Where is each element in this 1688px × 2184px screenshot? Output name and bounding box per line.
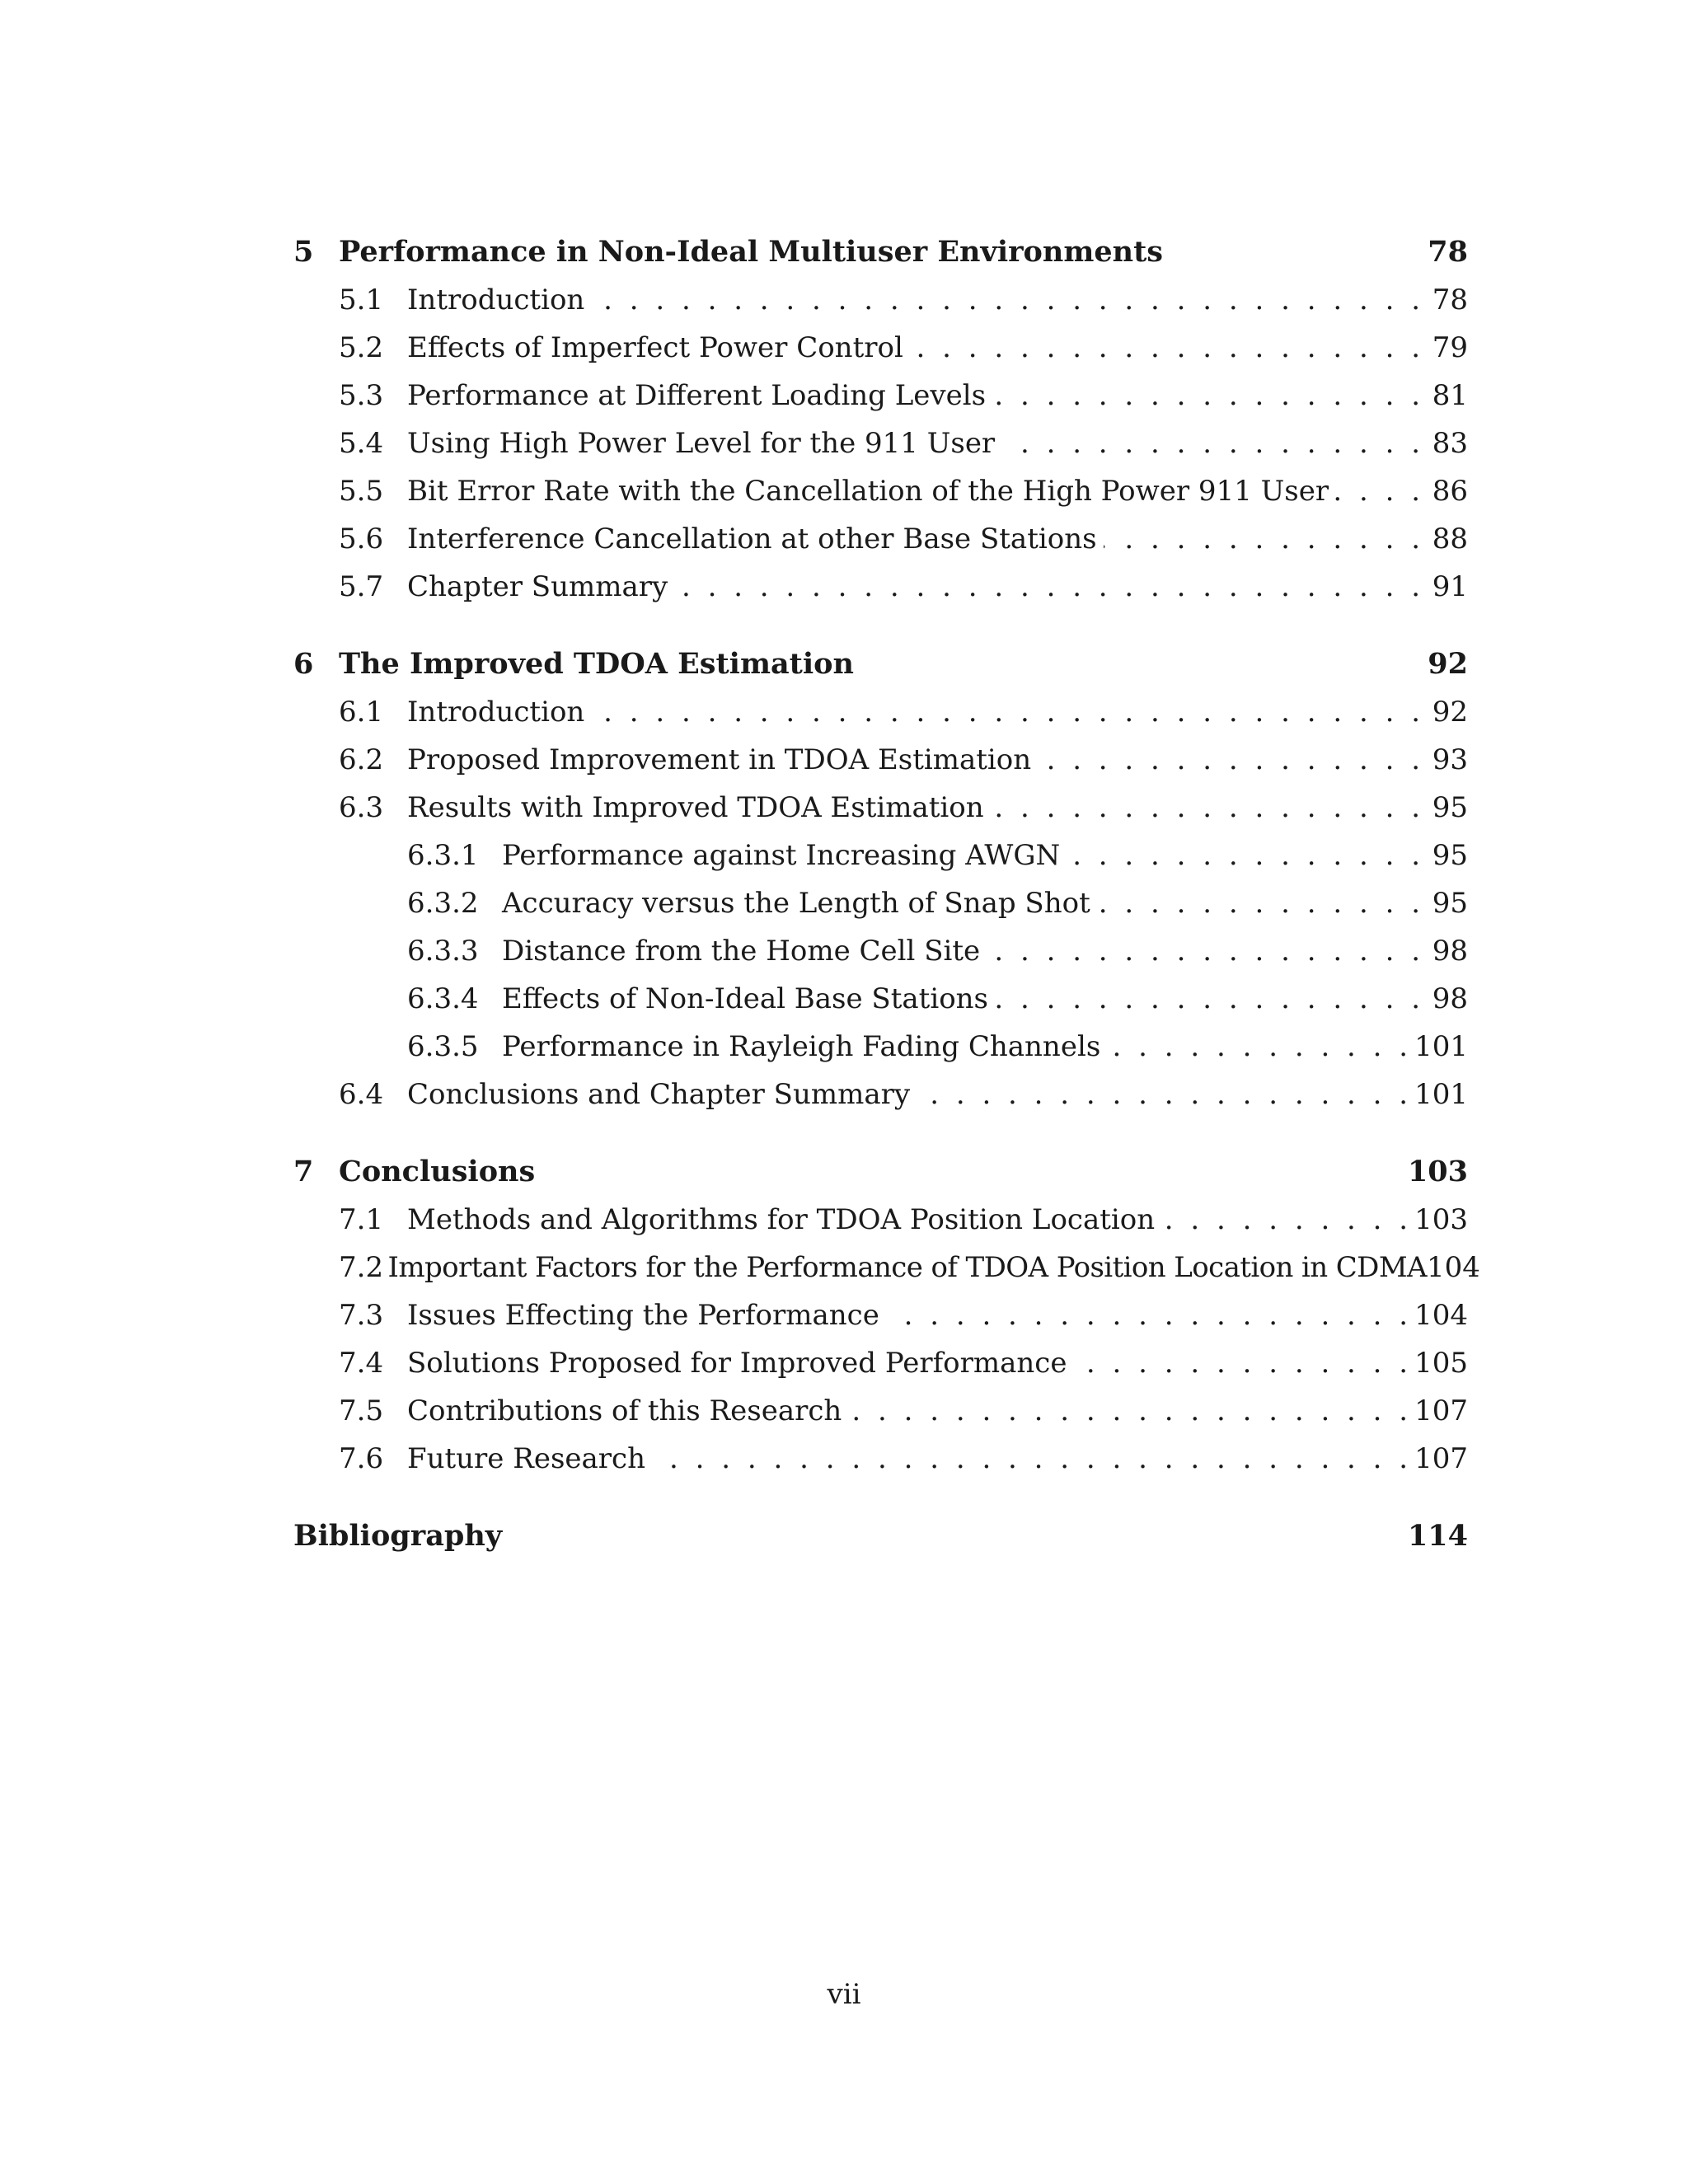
- section-page: 95: [1432, 791, 1468, 824]
- section-title: Proposed Improvement in TDOA Estimation: [407, 743, 1032, 776]
- dot-leader: [848, 1387, 1408, 1435]
- section-number: 5.1: [339, 284, 384, 316]
- section-page: 86: [1432, 475, 1468, 508]
- chapter-number: 7: [293, 1155, 314, 1188]
- chapter-gap: [293, 1118, 1468, 1148]
- chapter-page: 103: [1407, 1155, 1468, 1188]
- subsection-number: 6.3.1: [407, 839, 479, 872]
- dot-leader: [886, 1291, 1408, 1339]
- subsection-title: Accuracy versus the Length of Snap Shot: [502, 887, 1090, 920]
- section-number: 5.2: [339, 331, 384, 364]
- dot-leader: [1073, 1339, 1408, 1387]
- section-number: 7.1: [339, 1203, 384, 1236]
- subsection-page: 95: [1432, 887, 1468, 920]
- chapter-page: 92: [1428, 647, 1468, 681]
- section-title: Methods and Algorithms for TDOA Position Location: [407, 1203, 1156, 1236]
- chapter-title: Performance in Non-Ideal Multiuser Environments: [339, 235, 1163, 269]
- section-page: 105: [1414, 1347, 1468, 1380]
- section-number: 5.3: [339, 379, 384, 412]
- toc-entry[interactable]: [293, 1435, 1468, 1483]
- subsection-number: 6.3.5: [407, 1030, 479, 1063]
- section-title: Performance at Different Loading Levels: [407, 379, 987, 412]
- subsection-number: 6.3.3: [407, 935, 479, 968]
- dot-leader: [1104, 515, 1420, 563]
- section-page: 107: [1414, 1394, 1468, 1427]
- dot-leader: [1001, 419, 1420, 467]
- bibliography-title: Bibliography: [293, 1519, 503, 1553]
- section-title: Introduction: [407, 696, 585, 729]
- toc-entry[interactable]: [293, 276, 1468, 324]
- section-number: 7.3: [339, 1299, 384, 1332]
- section-title: Conclusions and Chapter Summary: [407, 1078, 911, 1111]
- chapter-title: Conclusions: [339, 1155, 536, 1188]
- section-title: Effects of Imperfect Power Control: [407, 331, 903, 364]
- dot-leader: [995, 975, 1420, 1023]
- chapter-heading[interactable]: [293, 1148, 1468, 1196]
- dot-leader: [987, 927, 1420, 975]
- dot-leader: [591, 688, 1420, 736]
- section-page: 83: [1432, 427, 1468, 460]
- section-number: 7.4: [339, 1347, 384, 1380]
- section-page: 92: [1432, 696, 1468, 729]
- section-page: 103: [1414, 1203, 1468, 1236]
- toc-entry[interactable]: [293, 688, 1468, 736]
- section-number: 5.6: [339, 523, 384, 555]
- subsection-title: Distance from the Home Cell Site: [502, 935, 981, 968]
- section-number: 5.4: [339, 427, 384, 460]
- section-number: 6.4: [339, 1078, 384, 1111]
- section-page: 93: [1432, 743, 1468, 776]
- section-number: 6.2: [339, 743, 384, 776]
- toc-entry[interactable]: [293, 467, 1468, 515]
- section-title: Issues Effecting the Performance: [407, 1299, 879, 1332]
- toc-subentry[interactable]: [293, 975, 1468, 1023]
- toc-entry[interactable]: [293, 324, 1468, 372]
- subsection-title: Performance against Increasing AWGN: [502, 839, 1061, 872]
- subsection-page: 95: [1432, 839, 1468, 872]
- toc-entry[interactable]: [293, 563, 1468, 611]
- toc-entry[interactable]: [293, 736, 1468, 784]
- toc-entry[interactable]: [293, 515, 1468, 563]
- dot-leader: [1038, 736, 1420, 784]
- section-number: 5.5: [339, 475, 384, 508]
- toc-subentry[interactable]: [293, 879, 1468, 927]
- section-title: Results with Improved TDOA Estimation: [407, 791, 984, 824]
- toc-entry[interactable]: [293, 1244, 1480, 1291]
- table-of-contents: [293, 228, 1480, 1560]
- dot-leader: [917, 1071, 1408, 1118]
- section-number: 7.2: [339, 1251, 384, 1284]
- dot-leader: [1161, 1196, 1408, 1244]
- dot-leader: [991, 784, 1420, 832]
- dot-leader: [1107, 1023, 1408, 1071]
- section-title: Solutions Proposed for Improved Performance: [407, 1347, 1067, 1380]
- toc-entry[interactable]: [293, 372, 1468, 419]
- section-title: Contributions of this Research: [407, 1394, 842, 1427]
- section-page: 78: [1432, 284, 1468, 316]
- section-number: 6.1: [339, 696, 384, 729]
- toc-subentry[interactable]: [293, 927, 1468, 975]
- toc-entry[interactable]: [293, 1291, 1468, 1339]
- section-title: Introduction: [407, 284, 585, 316]
- toc-entry[interactable]: [293, 1387, 1468, 1435]
- section-title: Interference Cancellation at other Base Stations: [407, 523, 1097, 555]
- section-page: 104: [1427, 1251, 1480, 1284]
- section-page: 101: [1414, 1078, 1468, 1111]
- section-number: 5.7: [339, 570, 384, 603]
- toc-entry[interactable]: [293, 1196, 1468, 1244]
- chapter-heading[interactable]: [293, 228, 1468, 276]
- section-title: Bit Error Rate with the Cancellation of the High Power 911 User: [407, 475, 1329, 508]
- section-number: 7.5: [339, 1394, 384, 1427]
- section-title: Using High Power Level for the 911 User: [407, 427, 996, 460]
- section-page: 91: [1432, 570, 1468, 603]
- section-page: 107: [1414, 1442, 1468, 1475]
- chapter-gap: [293, 1483, 1468, 1512]
- toc-entry[interactable]: [293, 784, 1468, 832]
- subsection-number: 6.3.2: [407, 887, 479, 920]
- toc-entry[interactable]: [293, 1339, 1468, 1387]
- section-title: Chapter Summary: [407, 570, 668, 603]
- dot-leader: [652, 1435, 1408, 1483]
- toc-subentry[interactable]: [293, 1023, 1468, 1071]
- dot-leader: [1335, 467, 1420, 515]
- chapter-gap: [293, 611, 1468, 640]
- dot-leader: [992, 372, 1420, 419]
- dot-leader: [674, 563, 1420, 611]
- toc-subentry[interactable]: [293, 832, 1468, 879]
- section-page: 79: [1432, 331, 1468, 364]
- dot-leader: [1097, 879, 1420, 927]
- subsection-title: Effects of Non-Ideal Base Stations: [502, 982, 989, 1015]
- subsection-title: Performance in Rayleigh Fading Channels: [502, 1030, 1101, 1063]
- chapter-page: 78: [1428, 235, 1468, 269]
- page-number: vii: [827, 1978, 861, 2011]
- dot-leader: [591, 276, 1420, 324]
- dot-leader: [1067, 832, 1420, 879]
- section-page: 88: [1432, 523, 1468, 555]
- toc-entry[interactable]: [293, 419, 1468, 467]
- bibliography-page: 114: [1407, 1519, 1468, 1553]
- chapter-title: The Improved TDOA Estimation: [339, 647, 854, 681]
- bibliography-heading[interactable]: [293, 1512, 1468, 1560]
- subsection-number: 6.3.4: [407, 982, 479, 1015]
- subsection-page: 98: [1432, 982, 1468, 1015]
- chapter-number: 6: [293, 647, 314, 681]
- chapter-heading[interactable]: [293, 640, 1468, 688]
- section-title: Future Research: [407, 1442, 645, 1475]
- section-number: 6.3: [339, 791, 384, 824]
- chapter-number: 5: [293, 235, 314, 269]
- section-page: 104: [1414, 1299, 1468, 1332]
- section-title: Important Factors for the Performance of TDOA Position Location in CDMA: [387, 1251, 1427, 1284]
- subsection-page: 98: [1432, 935, 1468, 968]
- toc-entry[interactable]: [293, 1071, 1468, 1118]
- dot-leader: [910, 324, 1420, 372]
- section-page: 81: [1432, 379, 1468, 412]
- section-number: 7.6: [339, 1442, 384, 1475]
- subsection-page: 101: [1414, 1030, 1468, 1063]
